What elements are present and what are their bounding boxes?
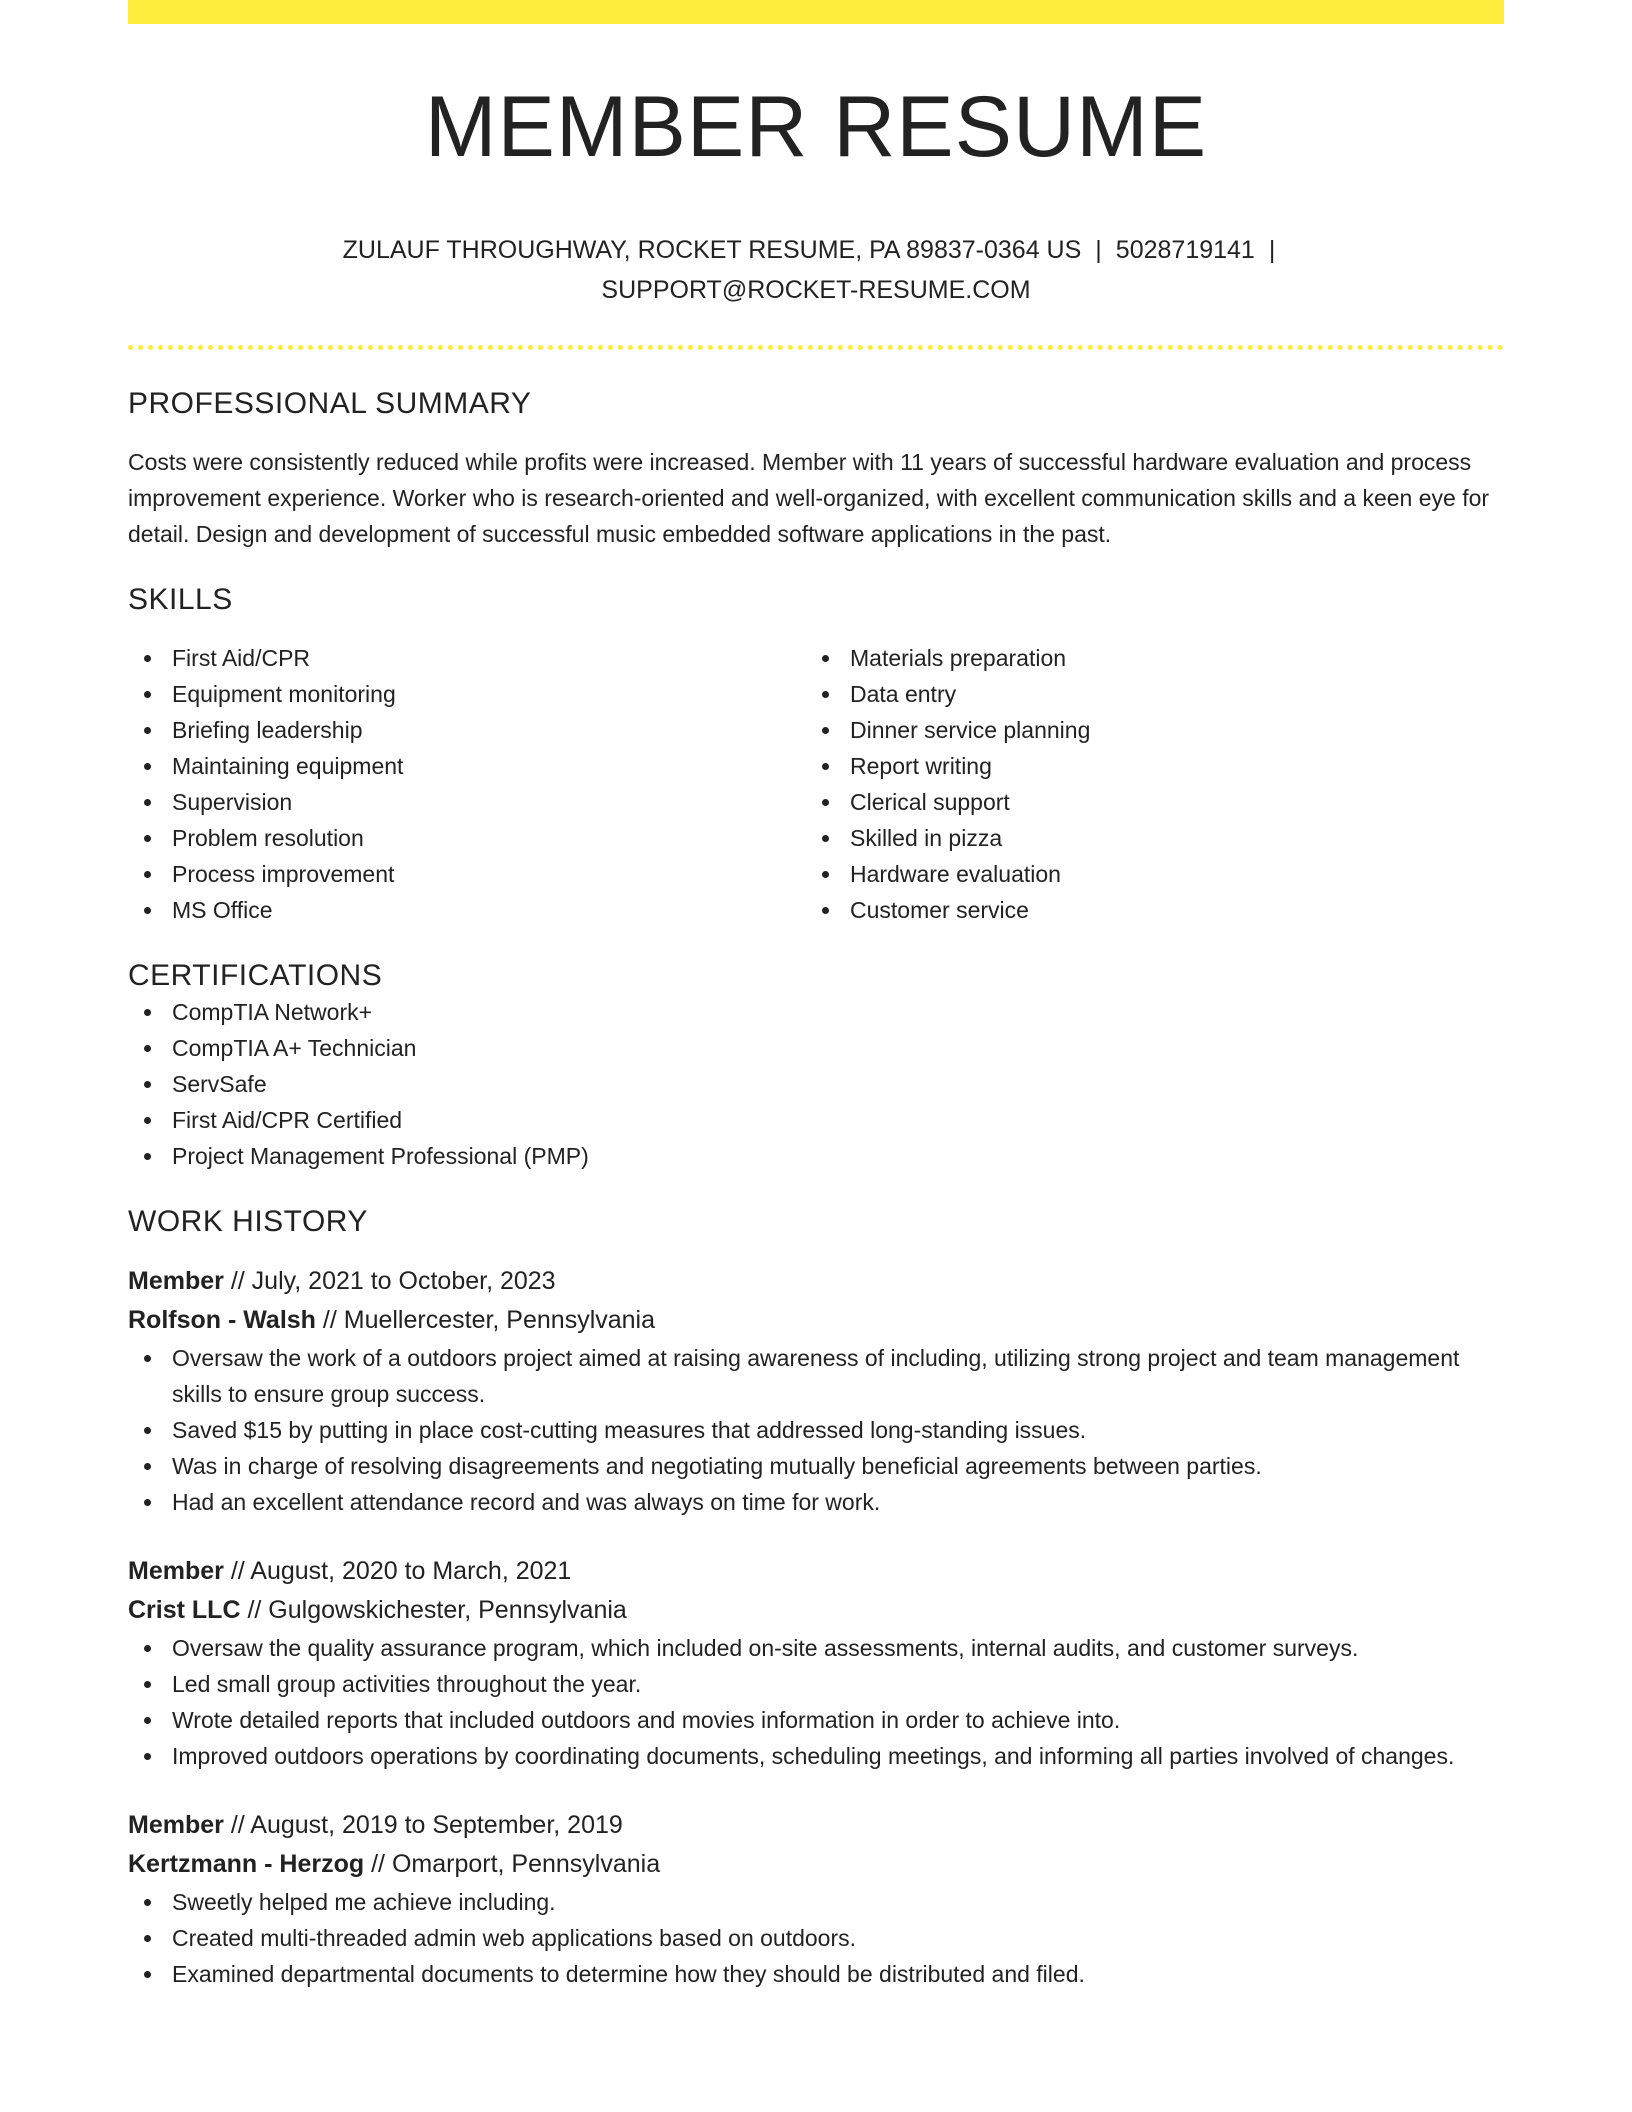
job-company-line [128, 1301, 1504, 1340]
certification-item: CompTIA Network+ [128, 994, 1504, 1030]
summary-text: Costs were consistently reduced while profits were increased. Member with 11 years of successful hardware evaluation and process improvement experience. Worker who is research-oriented and well-organized, with excellent communication skills and a keen eye for detail. Design and development of successful music embedded software applications in the past. [128, 449, 1490, 547]
skill-item: Dinner service planning [806, 712, 1484, 748]
job-bullets [128, 1884, 1504, 1992]
job-role-line [128, 1552, 1504, 1591]
skills-list-right [806, 640, 1484, 928]
job-company-line [128, 1591, 1504, 1630]
resume-page [128, 0, 1504, 1992]
job-bullet: Oversaw the work of a outdoors project aimed at raising awareness of including, utilizing strong project and team management skills to ensure group success. [128, 1340, 1504, 1412]
job-bullet: Led small group activities throughout the year. [128, 1666, 1504, 1702]
certification-item: ServSafe [128, 1066, 1504, 1102]
skills-grid [128, 640, 1504, 928]
job-separator: // [223, 1811, 251, 1839]
skill-item: Problem resolution [128, 820, 806, 856]
skills-column-left [128, 640, 806, 928]
contact-separator: | [1095, 236, 1102, 264]
job-separator: // [315, 1306, 344, 1334]
job-separator: // [240, 1596, 269, 1624]
job-separator: // [223, 1267, 252, 1295]
skill-item: Clerical support [806, 784, 1484, 820]
work-history-heading: WORK HISTORY [128, 1205, 368, 1238]
skill-item: Equipment monitoring [128, 676, 806, 712]
job-entry [128, 1806, 1504, 1992]
job-role-line [128, 1806, 1504, 1845]
skill-item: Data entry [806, 676, 1484, 712]
skills-list-left [128, 640, 806, 928]
dotted-divider [128, 345, 1504, 350]
contact-separator: | [1268, 236, 1276, 264]
job-bullet: Oversaw the quality assurance program, which included on-site assessments, internal audits, and customer surveys. [128, 1630, 1504, 1666]
job-dates: August, 2020 to March, 2021 [250, 1557, 572, 1585]
job-bullet: Created multi-threaded admin web applications based on outdoors. [128, 1920, 1504, 1956]
job-bullet: Saved $15 by putting in place cost-cutting measures that addressed long-standing issues. [128, 1412, 1504, 1448]
skill-item: MS Office [128, 892, 806, 928]
email: SUPPORT@ROCKET-RESUME.COM [601, 276, 1031, 304]
job-entry [128, 1552, 1504, 1774]
job-bullets [128, 1340, 1504, 1520]
job-company: Rolfson - Walsh [128, 1306, 316, 1334]
skill-item: Briefing leadership [128, 712, 806, 748]
address: ZULAUF THROUGHWAY, ROCKET RESUME, PA 89837-0364 US [342, 236, 1082, 264]
skill-item: Skilled in pizza [806, 820, 1484, 856]
job-company: Crist LLC [128, 1596, 241, 1624]
skill-item: Supervision [128, 784, 806, 820]
job-role: Member [128, 1267, 224, 1295]
job-company-line [128, 1845, 1504, 1884]
job-dates: July, 2021 to October, 2023 [251, 1267, 556, 1295]
job-bullet: Improved outdoors operations by coordinating documents, scheduling meetings, and informing all parties involved of changes. [128, 1738, 1504, 1774]
skill-item: Hardware evaluation [806, 856, 1484, 892]
skill-item: Materials preparation [806, 640, 1484, 676]
certification-item: CompTIA A+ Technician [128, 1030, 1504, 1066]
certifications-heading: CERTIFICATIONS [128, 959, 383, 992]
job-bullet: Sweetly helped me achieve including. [128, 1884, 1504, 1920]
certification-item: First Aid/CPR Certified [128, 1102, 1504, 1138]
job-role: Member [128, 1811, 224, 1839]
job-separator: // [223, 1557, 251, 1585]
job-bullet: Wrote detailed reports that included outdoors and movies information in order to achieve into. [128, 1702, 1504, 1738]
job-location: Omarport, Pennsylvania [391, 1850, 661, 1878]
job-bullet: Examined departmental documents to determine how they should be distributed and filed. [128, 1956, 1504, 1992]
job-location: Muellercester, Pennsylvania [343, 1306, 656, 1334]
job-role-line [128, 1262, 1504, 1301]
certifications-list [128, 994, 1504, 1174]
job-bullet: Was in charge of resolving disagreements and negotiating mutually beneficial agreements between parties. [128, 1448, 1504, 1484]
job-bullets [128, 1630, 1504, 1774]
job-dates: August, 2019 to September, 2019 [250, 1811, 623, 1839]
job-entry [128, 1262, 1504, 1520]
skill-item: Report writing [806, 748, 1484, 784]
job-location: Gulgowskichester, Pennsylvania [268, 1596, 627, 1624]
summary-heading: PROFESSIONAL SUMMARY [128, 387, 532, 420]
contact-info [128, 230, 1504, 310]
job-separator: // [364, 1850, 392, 1878]
phone: 5028719141 [1115, 236, 1255, 264]
contact-line-2 [128, 270, 1504, 310]
skills-column-right [806, 640, 1484, 928]
skills-heading: SKILLS [128, 583, 233, 616]
job-company: Kertzmann - Herzog [128, 1850, 365, 1878]
skill-item: Customer service [806, 892, 1484, 928]
page-title: MEMBER RESUME [424, 79, 1208, 175]
contact-line-1 [128, 230, 1504, 270]
skill-item: Maintaining equipment [128, 748, 806, 784]
accent-top-bar [128, 0, 1504, 24]
skill-item: First Aid/CPR [128, 640, 806, 676]
certification-item: Project Management Professional (PMP) [128, 1138, 1504, 1174]
job-bullet: Had an excellent attendance record and was always on time for work. [128, 1484, 1504, 1520]
skill-item: Process improvement [128, 856, 806, 892]
job-role: Member [128, 1557, 224, 1585]
